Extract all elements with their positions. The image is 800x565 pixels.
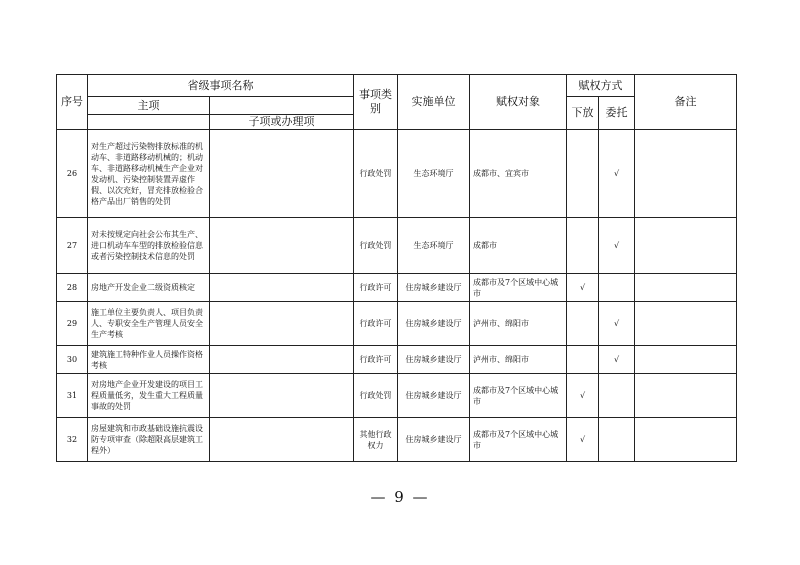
header-category: 事项类别 xyxy=(354,75,398,130)
row-category: 行政许可 xyxy=(354,302,398,346)
row-seq: 29 xyxy=(57,302,88,346)
row-entrust xyxy=(599,418,635,462)
row-delegate-down: √ xyxy=(567,374,599,418)
row-target: 泸州市、绵阳市 xyxy=(470,346,567,374)
row-seq: 30 xyxy=(57,346,88,374)
table-row xyxy=(57,374,737,418)
row-entrust: √ xyxy=(599,346,635,374)
row-unit: 住房城乡建设厅 xyxy=(398,418,470,462)
row-target: 成都市、宜宾市 xyxy=(470,130,567,218)
page-number: — 9 — xyxy=(370,488,430,506)
table-row xyxy=(57,274,737,302)
header-mode: 赋权方式 xyxy=(567,75,635,97)
row-entrust: √ xyxy=(599,130,635,218)
row-delegate-down xyxy=(567,130,599,218)
row-remark xyxy=(635,346,737,374)
row-unit: 住房城乡建设厅 xyxy=(398,346,470,374)
row-sub-item xyxy=(210,130,354,218)
row-sub-item xyxy=(210,274,354,302)
row-sub-item xyxy=(210,374,354,418)
row-remark xyxy=(635,418,737,462)
row-entrust xyxy=(599,274,635,302)
row-seq: 28 xyxy=(57,274,88,302)
row-entrust xyxy=(599,374,635,418)
row-remark xyxy=(635,374,737,418)
row-seq: 31 xyxy=(57,374,88,418)
row-main-item: 施工单位主要负责人、项目负责人、专职安全生产管理人员安全生产考核 xyxy=(88,302,210,346)
row-entrust: √ xyxy=(599,218,635,274)
table-row xyxy=(57,302,737,346)
table-row xyxy=(57,346,737,374)
header-provincial-items: 省级事项名称 xyxy=(88,75,354,97)
table-row xyxy=(57,418,737,462)
row-category: 行政处罚 xyxy=(354,374,398,418)
header-blank xyxy=(210,97,354,115)
row-delegate-down xyxy=(567,218,599,274)
row-entrust: √ xyxy=(599,302,635,346)
header-target: 赋权对象 xyxy=(470,75,567,130)
row-remark xyxy=(635,218,737,274)
row-unit: 住房城乡建设厅 xyxy=(398,374,470,418)
row-seq: 27 xyxy=(57,218,88,274)
row-target: 成都市 xyxy=(470,218,567,274)
row-main-item: 建筑施工特种作业人员操作资格考核 xyxy=(88,346,210,374)
row-target: 成都市及7个区域中心城市 xyxy=(470,374,567,418)
header-remarks: 备注 xyxy=(635,75,737,130)
row-remark xyxy=(635,130,737,218)
row-delegate-down xyxy=(567,346,599,374)
header-sub-item: 子项或办理项 xyxy=(210,115,354,130)
header-unit: 实施单位 xyxy=(398,75,470,130)
row-main-item: 对房地产企业开发建设的项目工程质量低劣，发生重大工程质量事故的处罚 xyxy=(88,374,210,418)
header-main-item: 主项 xyxy=(88,97,210,115)
row-unit: 住房城乡建设厅 xyxy=(398,302,470,346)
row-main-item: 对生产超过污染物排放标准的机动车、非道路移动机械的；机动车、非道路移动机械生产企业对发动机、污染控制装置弄虚作假、以次充好，冒充排放检验合格产品出厂销售的处罚 xyxy=(88,130,210,218)
header-delegate-down: 下放 xyxy=(567,97,599,130)
row-main-item: 对未按规定向社会公布其生产、进口机动车车型的排放检验信息或者污染控制技术信息的处罚 xyxy=(88,218,210,274)
row-sub-item xyxy=(210,346,354,374)
row-category: 行政处罚 xyxy=(354,218,398,274)
row-target: 成都市及7个区域中心城市 xyxy=(470,418,567,462)
row-unit: 住房城乡建设厅 xyxy=(398,274,470,302)
header-entrust: 委托 xyxy=(599,97,635,130)
row-category: 行政许可 xyxy=(354,346,398,374)
row-main-item: 房地产开发企业二级资质核定 xyxy=(88,274,210,302)
row-remark xyxy=(635,274,737,302)
header-blank-2 xyxy=(88,115,210,130)
header-seq: 序号 xyxy=(57,75,88,130)
delegation-table xyxy=(56,74,737,462)
row-remark xyxy=(635,302,737,346)
table-row xyxy=(57,130,737,218)
row-unit: 生态环境厅 xyxy=(398,218,470,274)
row-unit: 生态环境厅 xyxy=(398,130,470,218)
table-row xyxy=(57,218,737,274)
row-sub-item xyxy=(210,218,354,274)
row-delegate-down: √ xyxy=(567,274,599,302)
row-sub-item xyxy=(210,418,354,462)
row-seq: 26 xyxy=(57,130,88,218)
row-category: 行政许可 xyxy=(354,274,398,302)
row-sub-item xyxy=(210,302,354,346)
row-delegate-down xyxy=(567,302,599,346)
row-main-item: 房屋建筑和市政基础设施抗震设防专项审查（除超限高层建筑工程外） xyxy=(88,418,210,462)
row-target: 泸州市、绵阳市 xyxy=(470,302,567,346)
row-seq: 32 xyxy=(57,418,88,462)
row-category: 行政处罚 xyxy=(354,130,398,218)
row-category: 其他行政权力 xyxy=(354,418,398,462)
row-delegate-down: √ xyxy=(567,418,599,462)
row-target: 成都市及7个区域中心城市 xyxy=(470,274,567,302)
